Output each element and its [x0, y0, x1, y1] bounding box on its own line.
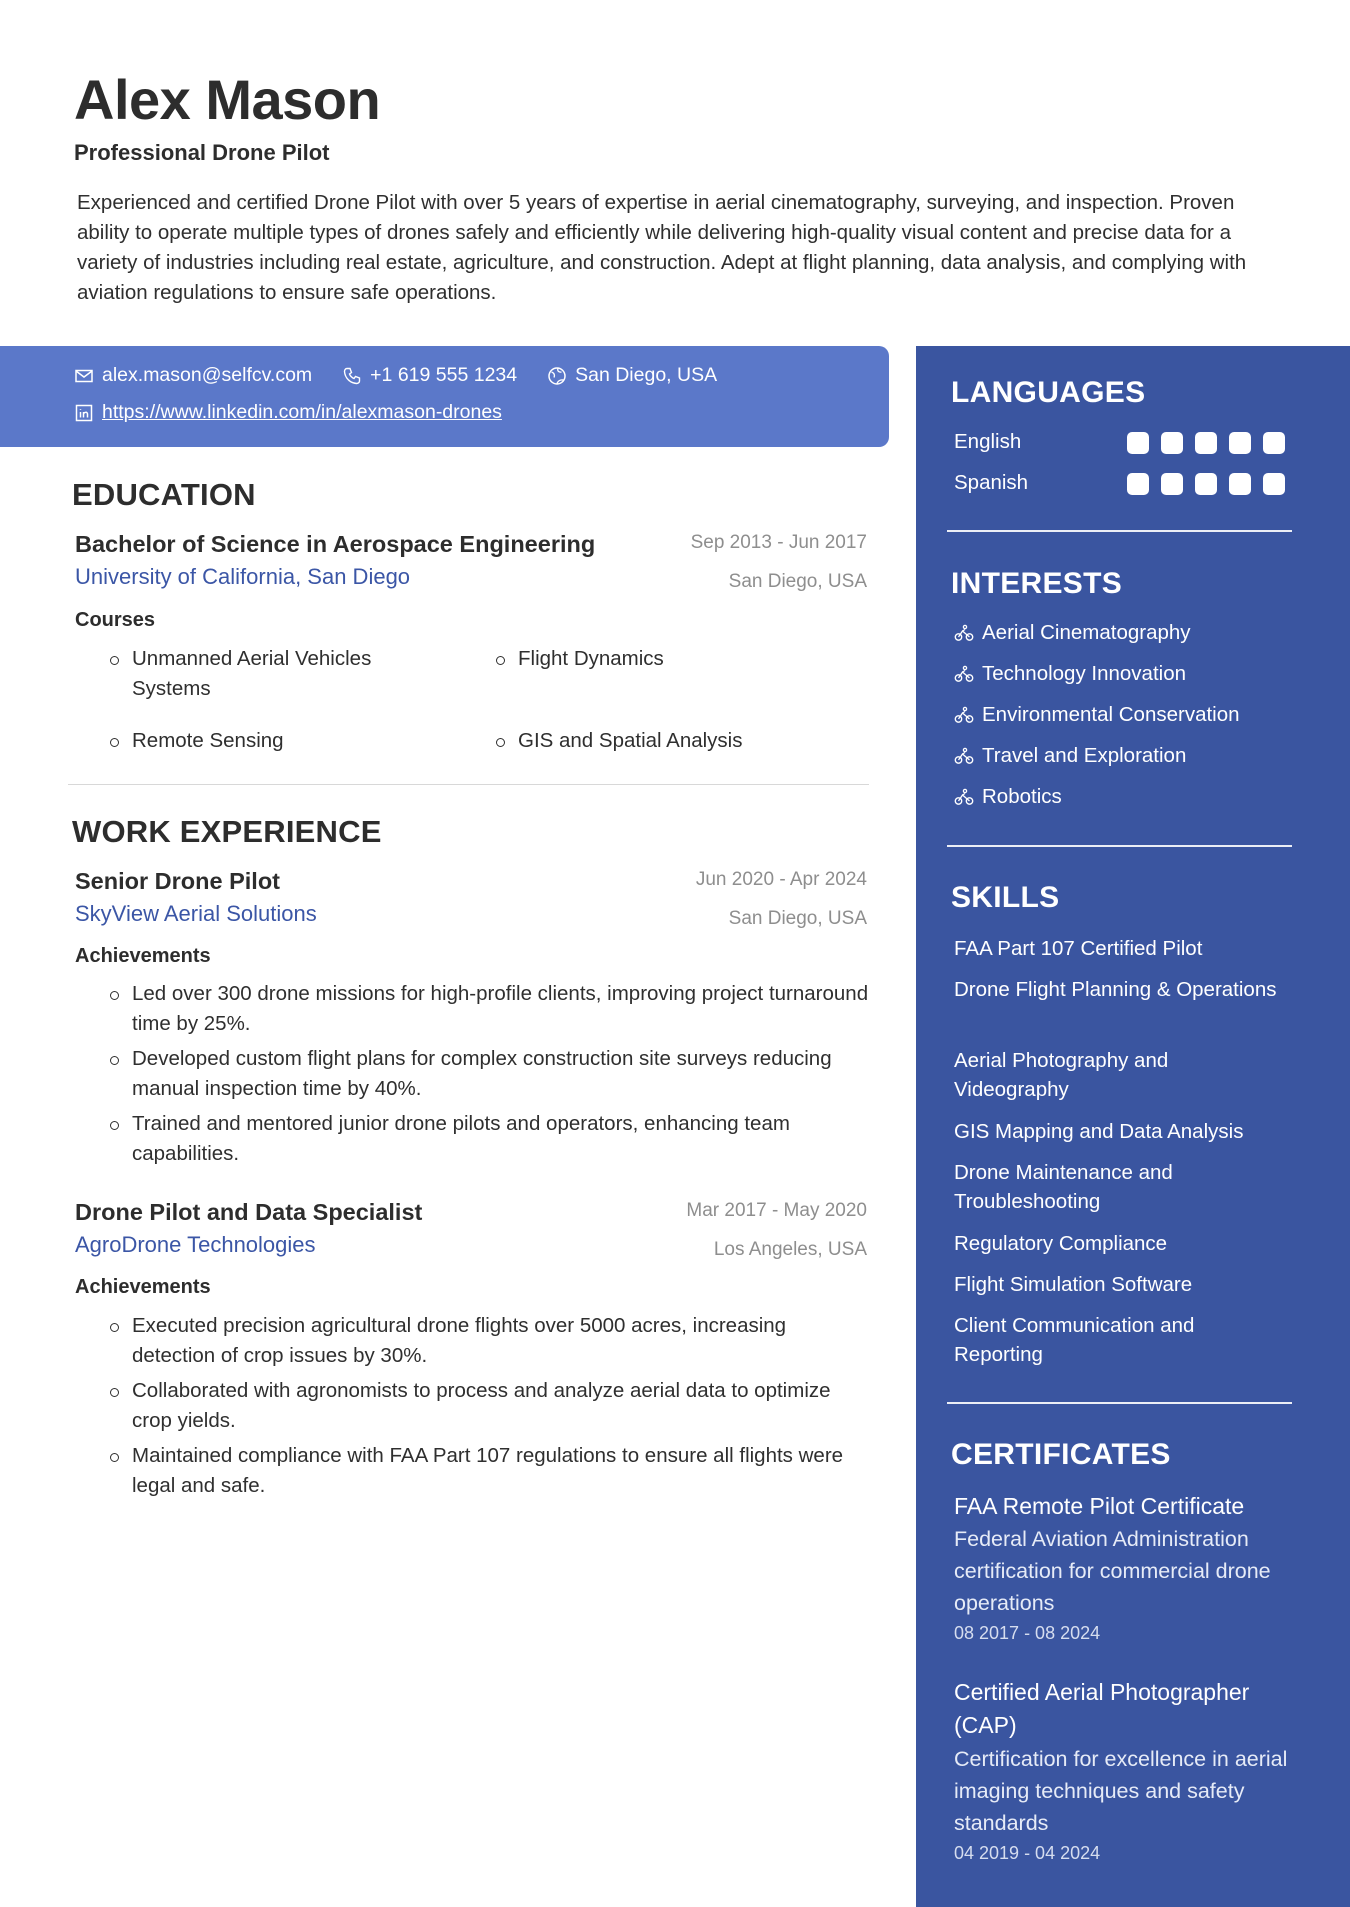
language-level — [1127, 473, 1285, 495]
interest-label: Aerial Cinematography — [982, 621, 1191, 644]
bike-icon — [954, 746, 974, 766]
sidebar-divider — [947, 845, 1292, 847]
achievement-item: Led over 300 drone missions for high-profile clients, improving project turnaround time by 25%. — [132, 979, 872, 1039]
certificates-heading: CERTIFICATES — [951, 1438, 1171, 1471]
contact-bar — [0, 346, 889, 447]
skills-heading: SKILLS — [951, 881, 1060, 914]
course-item: Unmanned Aerial Vehicles Systems — [132, 644, 432, 704]
interest-item — [954, 785, 1062, 809]
interest-item — [954, 703, 1240, 727]
sidebar-divider — [947, 530, 1292, 532]
level-dot — [1263, 473, 1285, 495]
education-dates: Sep 2013 - Jun 2017 — [690, 532, 867, 553]
interest-label: Environmental Conservation — [982, 703, 1240, 726]
job-location-2: Los Angeles, USA — [713, 1239, 867, 1260]
interest-item — [954, 744, 1186, 768]
interest-item — [954, 662, 1186, 686]
achievement-item: Developed custom flight plans for complex construction site surveys reducing manual inspection time by 40%. — [132, 1044, 872, 1104]
courses-label: Courses — [75, 609, 156, 631]
interest-label: Travel and Exploration — [982, 744, 1187, 767]
bike-icon — [954, 787, 974, 807]
summary: Experienced and certified Drone Pilot with over 5 years of expertise in aerial cinematography, surveying, and inspection. Proven ability to operate multiple types of drones safely and efficiently while delivering high-quality visual content and precise data for a variety of industries including real estate, agriculture, and construction. Adept at flight planning, data analysis, and complying with aviation regulations to ensure safe operations. — [77, 191, 1247, 304]
phone-icon — [342, 366, 362, 386]
bike-icon — [954, 705, 974, 725]
phone-text: +1 619 555 1234 — [370, 364, 518, 386]
certificate-name: FAA Remote Pilot Certificate — [954, 1493, 1245, 1519]
certificate-description: Federal Aviation Administration certification for commercial drone operations — [954, 1527, 1271, 1615]
candidate-name: Alex Mason — [74, 68, 381, 131]
certificate-name: Certified Aerial Photographer (CAP) — [954, 1679, 1250, 1738]
job-title-1: Senior Drone Pilot — [75, 868, 280, 894]
interest-label: Robotics — [982, 785, 1062, 808]
work-heading: WORK EXPERIENCE — [72, 814, 382, 849]
level-dot — [1161, 432, 1183, 454]
job-dates-2: Mar 2017 - May 2020 — [686, 1200, 867, 1221]
skill-item: Drone Maintenance and Troubleshooting — [954, 1161, 1173, 1213]
level-dot — [1229, 432, 1251, 454]
skill-item: Aerial Photography and Videography — [954, 1049, 1169, 1101]
contact-phone[interactable] — [342, 364, 517, 387]
language-level — [1127, 432, 1285, 454]
location-text: San Diego, USA — [575, 364, 718, 386]
contact-row — [74, 364, 747, 387]
certificate-description: Certification for excellence in aerial imaging techniques and safety standards — [954, 1747, 1288, 1835]
level-dot — [1195, 432, 1217, 454]
certificate-dates: 08 2017 - 08 2024 — [954, 1623, 1101, 1643]
course-item: Flight Dynamics — [518, 644, 848, 674]
interest-label: Technology Innovation — [982, 662, 1187, 685]
interests-heading: INTERESTS — [951, 567, 1123, 600]
achievement-item: Trained and mentored junior drone pilots and operators, enhancing team capabilities. — [132, 1109, 872, 1169]
company-2: AgroDrone Technologies — [75, 1232, 316, 1257]
level-dot — [1263, 432, 1285, 454]
skill-item: Regulatory Compliance — [954, 1232, 1168, 1255]
skill-item: Flight Simulation Software — [954, 1273, 1193, 1296]
sidebar-divider — [947, 1402, 1292, 1404]
education-heading: EDUCATION — [72, 477, 256, 512]
job-title: Professional Drone Pilot — [74, 140, 330, 165]
skill-item: GIS Mapping and Data Analysis — [954, 1120, 1244, 1143]
interest-item — [954, 621, 1191, 645]
degree-title: Bachelor of Science in Aerospace Engineering — [75, 531, 596, 557]
linkedin-icon — [74, 403, 94, 423]
job-location-1: San Diego, USA — [728, 908, 867, 929]
job-dates-1: Jun 2020 - Apr 2024 — [695, 869, 867, 890]
language-name: English — [954, 430, 1022, 453]
bike-icon — [954, 664, 974, 684]
skill-item: Client Communication and Reporting — [954, 1314, 1195, 1366]
bike-icon — [954, 623, 974, 643]
mail-icon — [74, 366, 94, 386]
level-dot — [1127, 432, 1149, 454]
education-location: San Diego, USA — [728, 571, 867, 592]
school-name: University of California, San Diego — [75, 564, 411, 589]
course-item: Remote Sensing — [132, 726, 432, 756]
level-dot — [1161, 473, 1183, 495]
section-divider — [68, 784, 869, 785]
languages-heading: LANGUAGES — [951, 376, 1146, 409]
contact-linkedin[interactable] — [74, 401, 502, 424]
globe-icon — [547, 366, 567, 386]
achievements-label: Achievements — [75, 1276, 211, 1298]
job-title-2: Drone Pilot and Data Specialist — [75, 1199, 423, 1225]
level-dot — [1195, 473, 1217, 495]
contact-row — [74, 401, 532, 424]
certificate-dates: 04 2019 - 04 2024 — [954, 1843, 1101, 1863]
achievements-label: Achievements — [75, 945, 211, 967]
course-item: GIS and Spatial Analysis — [518, 726, 848, 756]
skill-item: Drone Flight Planning & Operations — [954, 978, 1277, 1001]
skill-item: FAA Part 107 Certified Pilot — [954, 937, 1203, 960]
linkedin-link[interactable]: https://www.linkedin.com/in/alexmason-drones — [102, 401, 502, 423]
contact-email[interactable] — [74, 364, 312, 387]
level-dot — [1127, 473, 1149, 495]
achievement-item: Maintained compliance with FAA Part 107 regulations to ensure all flights were legal and safe. — [132, 1441, 872, 1501]
contact-location — [547, 364, 717, 387]
level-dot — [1229, 473, 1251, 495]
achievement-item: Executed precision agricultural drone flights over 5000 acres, increasing detection of crop issues by 30%. — [132, 1311, 872, 1371]
achievement-item: Collaborated with agronomists to process and analyze aerial data to optimize crop yields. — [132, 1376, 872, 1436]
email-text: alex.mason@selfcv.com — [102, 364, 313, 386]
company-1: SkyView Aerial Solutions — [75, 901, 317, 926]
language-name: Spanish — [954, 471, 1029, 494]
